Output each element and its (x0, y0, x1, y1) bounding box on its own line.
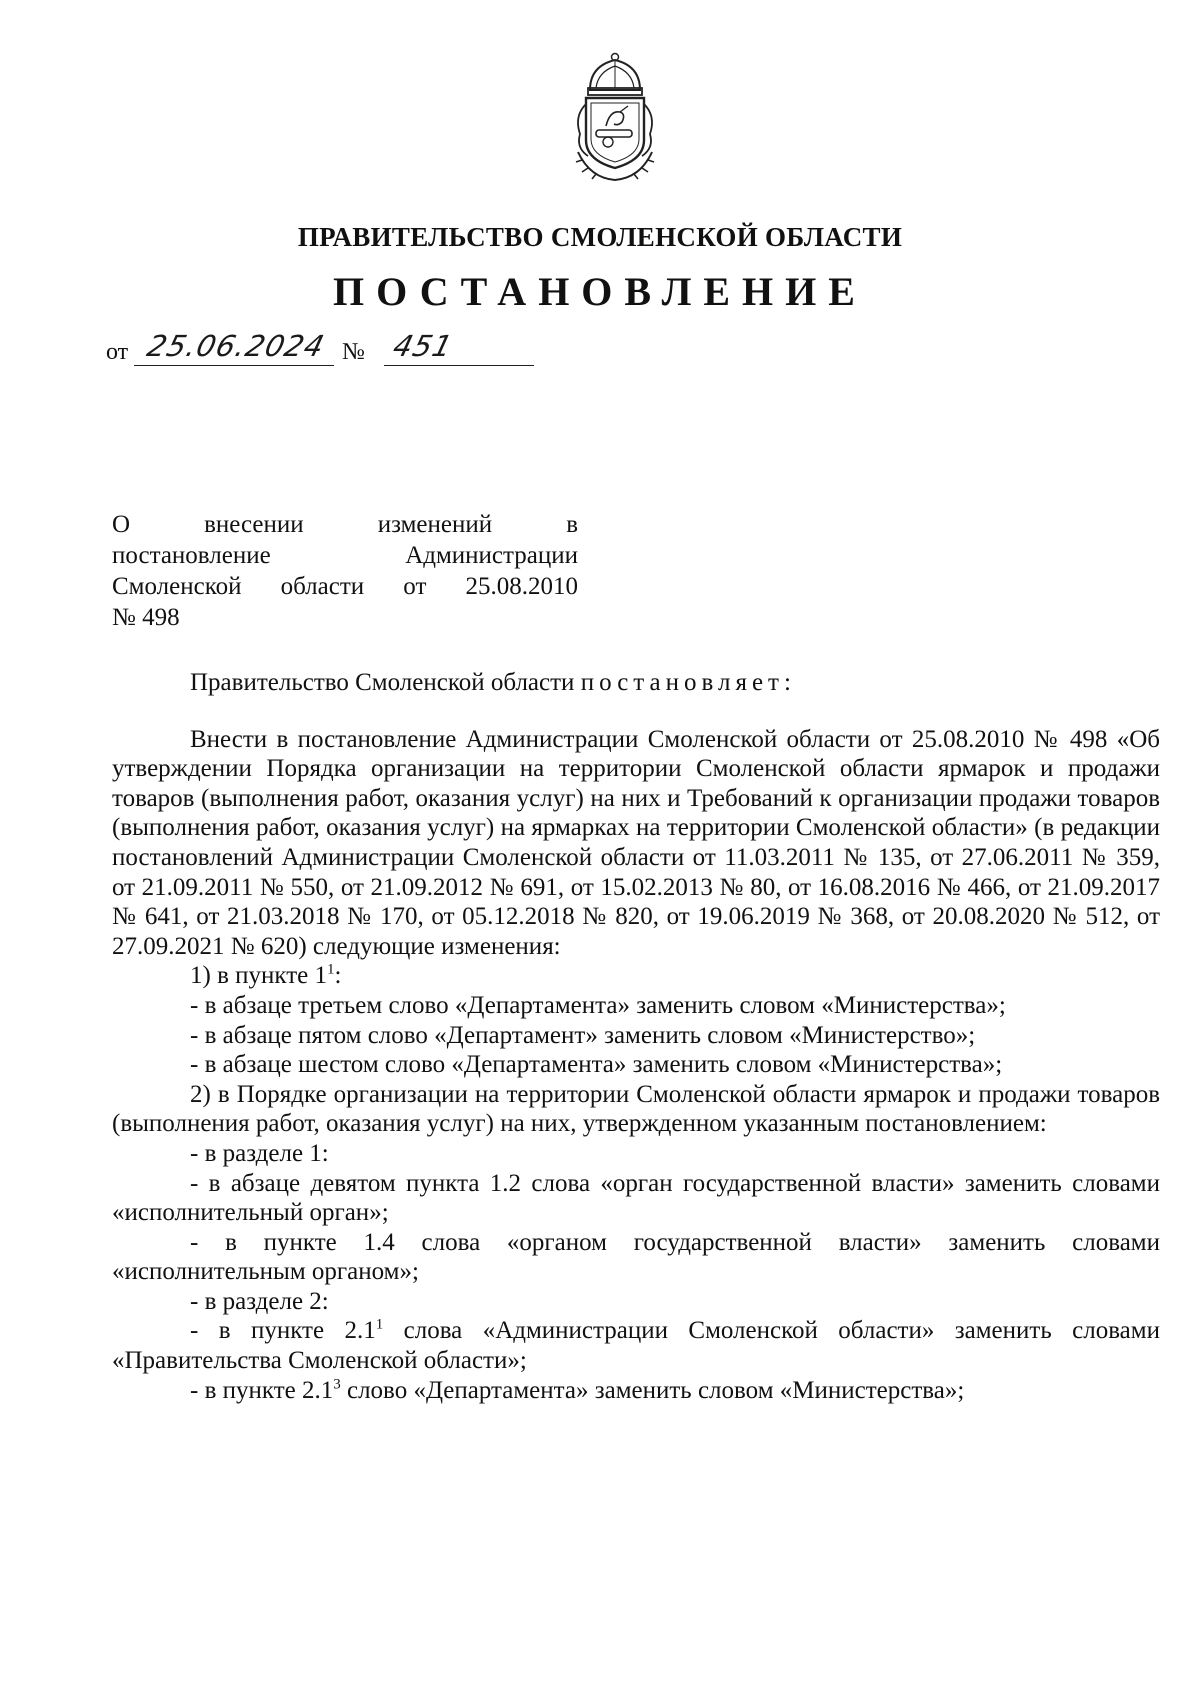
item-1 (112, 961, 1160, 991)
document-subject (112, 509, 578, 633)
section-2-item (112, 1316, 1160, 1375)
decree-verb: постановляет: (580, 669, 796, 696)
date-number-line (106, 328, 546, 372)
item-1-superscript: 1 (326, 962, 335, 979)
item-1-text: 1) в пункте 1 (190, 962, 327, 990)
handwritten-number: 451 (389, 329, 457, 363)
item-1-tail: : (334, 962, 342, 990)
section-2-item (112, 1376, 1160, 1406)
subject-line: № 498 (112, 604, 180, 631)
item-1-sub: - в абзаце пятом слово «Департамент» заменить словом «Министерство»; (190, 1021, 976, 1049)
item-1-sub: - в абзаце шестом слово «Департамента» заменить словом «Министерства»; (190, 1051, 1003, 1079)
number-label: № (342, 339, 365, 365)
decree-paragraph (112, 668, 1160, 698)
decree-subject: Правительство Смоленской области (190, 669, 581, 696)
section-2-item-pre: - в пункте 2.1 (190, 1376, 334, 1404)
smolensk-coat-of-arms-icon (560, 52, 670, 184)
number-field (384, 325, 534, 366)
section-2-item-post: слово «Департамента» заменить словом «Министерства»; (340, 1376, 965, 1404)
section-1-item: - в пункте 1.4 слова «органом государственной власти» заменить словами «исполнительным органом»; (112, 1228, 1160, 1286)
document-body (112, 668, 1160, 1405)
section-2-item-superscript: 1 (375, 1317, 384, 1334)
section-1-label: - в разделе 1: (190, 1139, 329, 1167)
document-type-title: ПОСТАНОВЛЕНИЕ (333, 269, 867, 314)
section-2-item-post: слова «Администрации Смоленской области» заменить словами «Правительства Смоленской области»; (112, 1317, 1160, 1375)
subject-line: постановление Администрации (112, 542, 578, 569)
date-field (134, 325, 334, 366)
intro-paragraph: Внести в постановление Администрации Смоленской области от 25.08.2010 № 498 «Об утверждении Порядка организации на территории Смоленской области ярмарок и продажи товаров (выполнения работ, оказания услуг) на них и Требований к организации продажи товаров (выполнения работ, оказания услуг) на ярмарках на территории Смоленской области» (в редакции постановлений Администрации Смоленской области от 11.03.2011 № 135, от 27.06.2011 № 359, от 21.09.2011 № 550, от 21.09.2012 № 691, от 15.02.2013 № 80, от 16.08.2016 № 466, от 21.09.2017 № 641, от 21.03.2018 № 170, от 05.12.2018 № 820, от 19.06.2019 № 368, от 20.08.2020 № 512, от 27.09.2021 № 620) следующие изменения: (112, 725, 1160, 960)
handwritten-date: 25.06.2024 (143, 329, 329, 363)
subject-line: Смоленской области от 25.08.2010 (112, 573, 578, 600)
item-2: 2) в Порядке организации на территории Смоленской области ярмарок и продажи товаров (выполнения работ, оказания услуг) на них, утвержденном указанным постановлением: (112, 1080, 1160, 1138)
section-2-item-superscript: 3 (333, 1376, 341, 1393)
subject-line: О внесении изменений в (112, 511, 578, 538)
section-1-item: - в абзаце девятом пункта 1.2 слова «орган государственной власти» заменить словами «исполнительный орган»; (112, 1169, 1160, 1227)
item-1-sub: - в абзаце третьем слово «Департамента» заменить словом «Министерства»; (190, 991, 1006, 1019)
section-2-label: - в разделе 2: (190, 1287, 329, 1315)
organization-title: ПРАВИТЕЛЬСТВО СМОЛЕНСКОЙ ОБЛАСТИ (297, 222, 903, 252)
date-from-label: от (106, 339, 129, 365)
section-2-item-pre: - в пункте 2.1 (190, 1317, 376, 1345)
